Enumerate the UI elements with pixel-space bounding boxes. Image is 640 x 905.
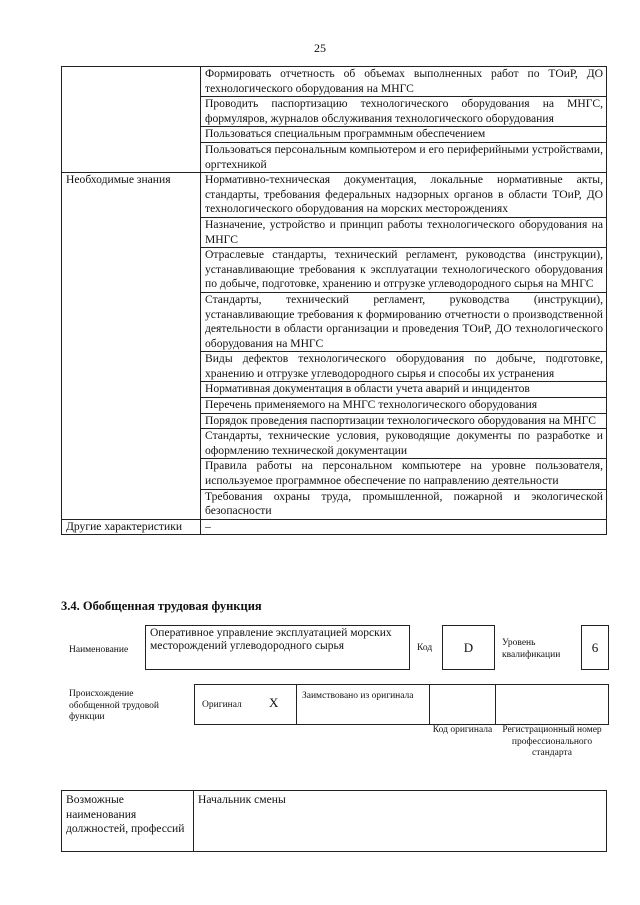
requirements-table: [61, 66, 607, 535]
table-row: [62, 519, 607, 535]
row-value: Нормативно-техническая документация, локальные нормативные акты, стандарты, требования федеральных надзорных органов в области ТОиР, ДО технологического оборудования на морских месторождениях: [201, 173, 607, 218]
code-value-box: D: [442, 625, 495, 670]
row-value: Проводить паспортизацию технологического оборудования на МНГС, формуляров, журналов обслуживания технологического оборудования: [201, 97, 607, 127]
function-name-box: Оперативное управление эксплуатацией морских месторождений углеводородного сырья: [145, 625, 410, 670]
section-heading: 3.4. Обобщенная трудовая функция: [61, 599, 262, 613]
positions-table: [61, 790, 607, 852]
positions-value: Начальник смены: [194, 791, 607, 852]
level-value-box: 6: [581, 625, 609, 670]
row-value: Пользоваться персональным компьютером и его периферийными устройствами, оргтехникой: [201, 142, 607, 172]
borrowed-label: Заимствовано из оригинала: [302, 691, 414, 701]
reg-number-box: [495, 684, 609, 725]
row-value: Отраслевые стандарты, технический регламент, руководства (инструкции), устанавливающие требования к эксплуатации технологического оборудования по добыче, подготовке, хранению и отгрузке углеводородного сырья на МНГС: [201, 248, 607, 293]
row-value: Нормативная документация в области учета аварий и инцидентов: [201, 382, 607, 398]
row-value: Правила работы на персональном компьютере на уровне пользователя, используемое программное обеспечение по направлению деятельности: [201, 459, 607, 489]
row-value: –: [201, 519, 607, 535]
row-key: Другие характеристики: [62, 519, 201, 535]
row-value: Порядок проведения паспортизации технологического оборудования на МНГС: [201, 413, 607, 429]
positions-label: Возможные наименования должностей, профессий: [62, 791, 194, 852]
name-label: Наименование: [69, 645, 129, 655]
table-row: [62, 67, 607, 97]
row-value: Перечень применяемого на МНГС технологического оборудования: [201, 398, 607, 414]
original-mark: X: [269, 695, 279, 710]
row-value: Стандарты, технический регламент, руководства (инструкции), устанавливающие требования к формированию отчетности о производственной деятельности в области организации и проведения ТОиР, ДО технологического оборудования на МНГС: [201, 292, 607, 351]
original-cell: [194, 684, 297, 725]
code-label: Код: [417, 643, 433, 653]
row-key: [62, 67, 201, 173]
row-value: Пользоваться специальным программным обеспечением: [201, 127, 607, 143]
row-value: Стандарты, технические условия, руководящие документы по разработке и оформлению технической документации: [201, 429, 607, 459]
table-row: [62, 173, 607, 218]
code-original-box: [429, 684, 496, 725]
row-value: Формировать отчетность об объемах выполненных работ по ТОиР, ДО технологического оборудования на МНГС: [201, 67, 607, 97]
row-value: Требования охраны труда, промышленной, пожарной и экологической безопасности: [201, 489, 607, 519]
level-label: Уровень квалификации: [502, 638, 561, 660]
row-key: Необходимые знания: [62, 173, 201, 520]
code-original-caption: Код оригинала: [432, 725, 493, 735]
row-value: Назначение, устройство и принцип работы технологического оборудования на МНГС: [201, 217, 607, 247]
borrowed-cell: [296, 684, 430, 725]
row-value: Виды дефектов технологического оборудования по добыче, подготовке, хранению и отгрузке углеводородного сырья и способы их устранения: [201, 352, 607, 382]
origin-label: Происхождение обобщенной трудовой функции: [69, 689, 159, 722]
reg-number-caption: Регистрационный номер профессионального стандарта: [502, 725, 602, 758]
original-label: Оригинал: [202, 700, 242, 710]
page-number: 25: [314, 41, 326, 55]
